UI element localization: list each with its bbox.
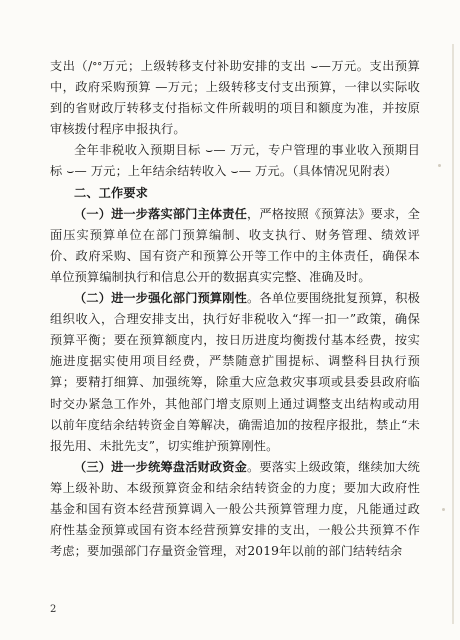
section-heading-work-requirements: 二、工作要求 — [74, 185, 149, 200]
paragraph-requirement-3 — [50, 457, 420, 562]
paragraph-nontax-income: 全年非税收入预期目标 ⌣— 万元，专户管理的事业收入预期目标 ⌣— 万元；上年结余结转收入 ⌣— 万元。（具体情况见附表） — [50, 143, 420, 179]
requirement-1-text: ，严格按照《预算法》要求，全面压实预算单位在部门预算编制、收支执行、财务管理、绩效评价、政府采购、国有资产和预算公开等工作中的主体责任，确保本单位预算编制执行和信息公开的数据真实完整、准确及时。 — [50, 206, 420, 284]
requirement-2-lead: （二）进一步强化部门预算刚性 — [74, 291, 248, 306]
scan-speck — [438, 164, 441, 167]
requirement-3-lead: （三）进一步统筹盘活财政资金 — [74, 459, 248, 474]
scan-speck — [442, 508, 445, 511]
page-number: 2 — [50, 604, 57, 615]
requirement-2-text: 。各单位要围绕批复预算，积极组织收入，合理安排支出，执行好非税收入“挥一扣一”政策，确保预算平衡；要在预算额度内，按日历进度均衡拨付基本经费，按实施进度据实使用项目经费，严禁随意扩围提标、调整科目执行预算；要精打细算、加强统筹，除重大应急救灾事项或县委县政府临时交办紧急工作外，其他部门增支原则上通过调整支出结构或动用以前年度结余结转资金自筹解决，确需追加的按程序报批，禁止“未报先用、未批先支”，切实维护预算刚性。 — [50, 291, 420, 453]
requirement-3-text: 。要落实上级政策，继续加大统筹上级补助、本级预算资金和结余结转资金的力度；要加大政府性基金和国有资本经营预算调入一般公共预算管理力度，凡能通过政府性基金预算或国有资本经营预算安排的支出，一般公共预算不作考虑；要加强部门存量资金管理，对2019年以前的部门结转结余 — [50, 459, 420, 559]
requirement-1-lead: （一）进一步落实部门主体责任 — [74, 206, 248, 221]
page-edge-shadow — [452, 44, 454, 624]
paragraph-requirement-2 — [50, 288, 420, 457]
paragraph-budget-expenditure: 支出（∕ᐤᐤ万元；上级转移支付补助安排的支出 ⌣—万元。支出预算中，政府采购预算 —万元；上级转移支付支出预算，一律以实际收到的省财政厅转移支付指标文件所载明的项目和额度为准，并按原审核拨付程序申报执行。 — [50, 59, 420, 137]
document-body — [50, 56, 420, 562]
paragraph-requirement-1 — [50, 204, 420, 288]
